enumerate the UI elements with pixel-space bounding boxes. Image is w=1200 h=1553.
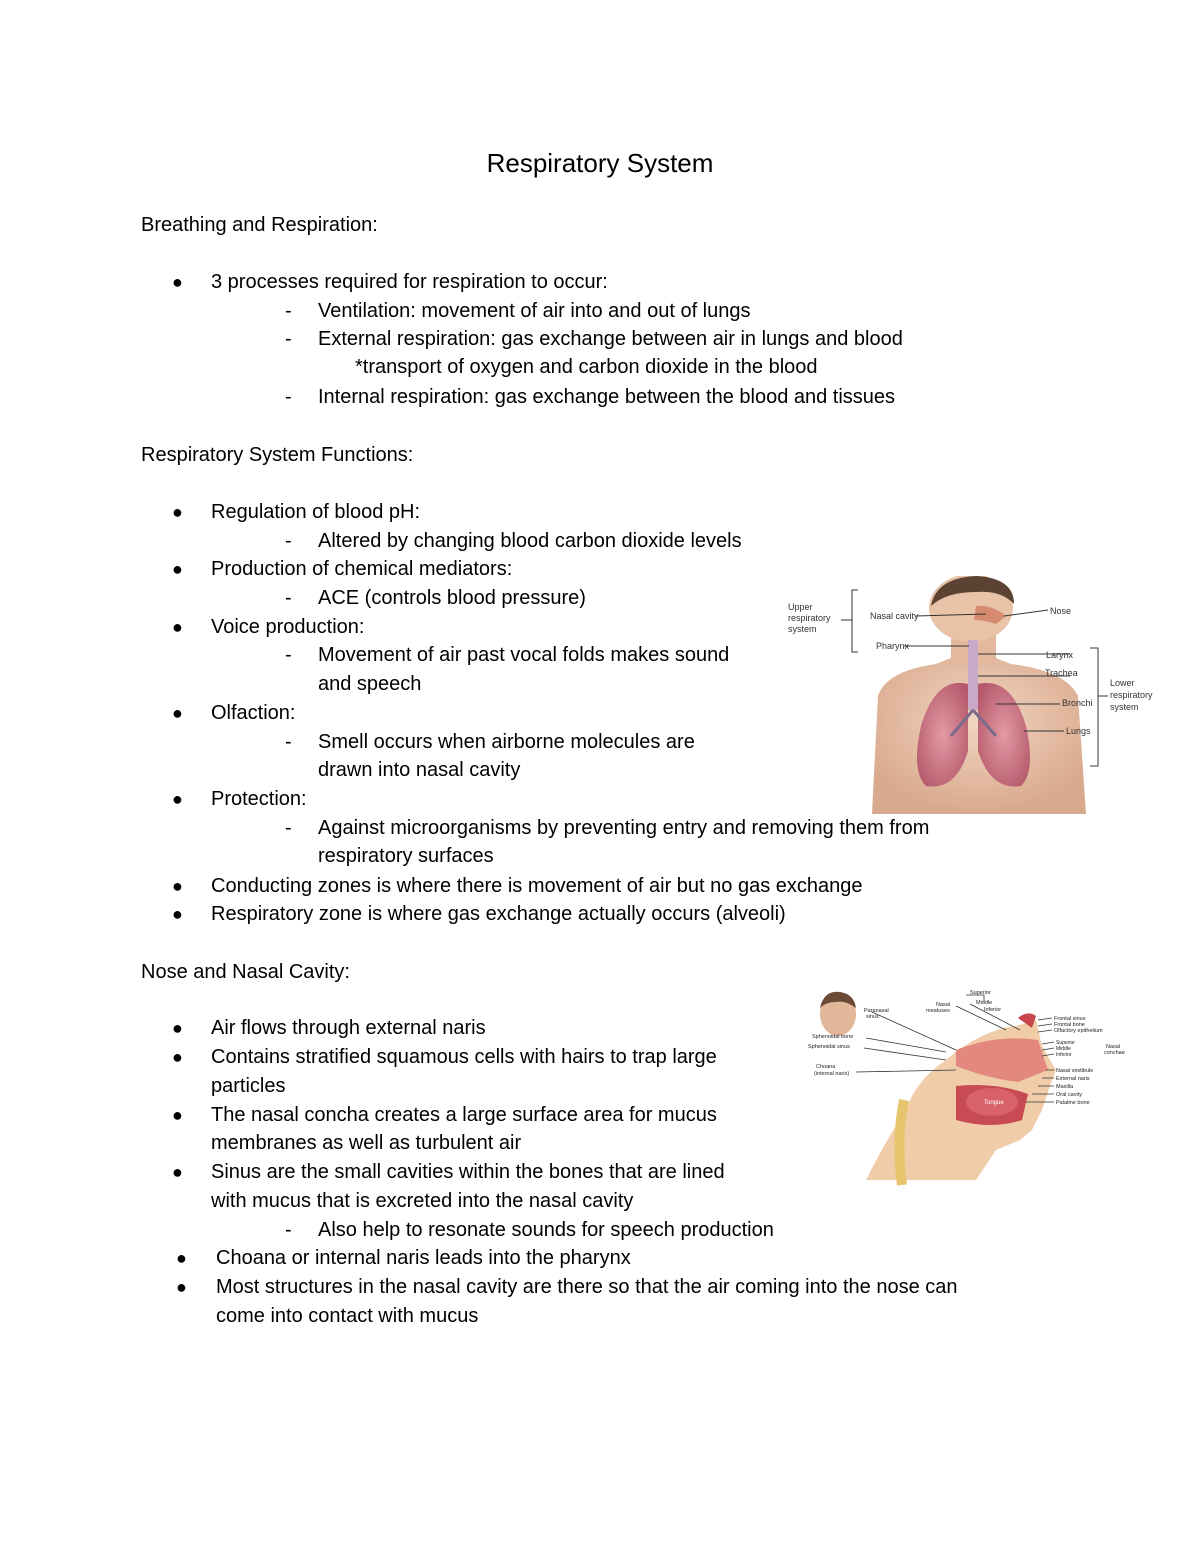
label-oral-cavity: Oral cavity [1056, 1092, 1082, 1098]
label-lower: Lower [1110, 678, 1135, 688]
label-paranasal: sinus [866, 1014, 879, 1020]
list-item: Olfaction: [211, 702, 296, 724]
label-nasal-conchae: Nasal [1106, 1044, 1121, 1050]
label-larynx: Larynx [1046, 650, 1074, 660]
label-nasal-cavity: Nasal cavity [870, 611, 919, 621]
label-nasal-meatuses: Nasal [936, 1002, 951, 1008]
dash-marker: - [285, 817, 292, 839]
label-choana: Choana [816, 1064, 836, 1070]
bullet-dot: ● [172, 703, 183, 723]
bullet-dot: ● [176, 1248, 187, 1268]
label-concha-superior: Superior [1056, 1040, 1075, 1046]
sub-list-item: Ventilation: movement of air into and out of lungs [318, 300, 751, 322]
list-item: Most structures in the nasal cavity are there so that the air coming into the nose can [216, 1276, 958, 1298]
bullet-dot: ● [172, 272, 183, 292]
list-item: Contains stratified squamous cells with hairs to trap large [211, 1046, 717, 1068]
bullet-dot: ● [176, 1277, 187, 1297]
label-sphenoidal-sinus: Sphenoidal sinus [808, 1044, 850, 1050]
label-superior: Superior [970, 990, 991, 996]
label-bronchi: Bronchi [1062, 698, 1093, 708]
label-concha-middle: Middle [1056, 1046, 1071, 1052]
sub-list-item-cont: respiratory surfaces [318, 845, 494, 867]
sub-list-note: *transport of oxygen and carbon dioxide in the blood [355, 356, 818, 378]
list-item-cont: come into contact with mucus [216, 1305, 479, 1327]
list-item: Protection: [211, 788, 307, 810]
list-item: 3 processes required for respiration to occur: [211, 271, 608, 293]
sub-list-item: External respiration: gas exchange between air in lungs and blood [318, 328, 903, 350]
label-choana: (internal naris) [814, 1071, 850, 1077]
label-frontal-sinus: Frontal sinus [1054, 1016, 1086, 1022]
dash-marker: - [285, 328, 292, 350]
section-heading-breathing: Breathing and Respiration: [141, 214, 378, 236]
label-nasal-meatuses: meatuses [926, 1008, 950, 1014]
label-inferior: Inferior [984, 1007, 1002, 1013]
sub-list-item: Also help to resonate sounds for speech production [318, 1219, 774, 1241]
sub-list-item: ACE (controls blood pressure) [318, 587, 586, 609]
label-paranasal: Paranasal [864, 1008, 889, 1014]
label-sphenoidal-bone: Sphenoidal bone [812, 1034, 854, 1040]
bullet-dot: ● [172, 1047, 183, 1067]
list-item: Regulation of blood pH: [211, 501, 421, 523]
list-item-cont: particles [211, 1075, 286, 1097]
list-item-cont: with mucus that is excreted into the nasal cavity [211, 1190, 634, 1212]
upper-bracket [852, 590, 858, 652]
bullet-dot: ● [172, 1018, 183, 1038]
label-concha-inferior: Inferior [1056, 1052, 1072, 1058]
sub-list-item: Smell occurs when airborne molecules are [318, 731, 695, 753]
bullet-dot: ● [172, 876, 183, 896]
label-trachea: Trachea [1045, 668, 1078, 678]
respiratory-system-figure [786, 576, 1166, 816]
label-nasal-conchae: conchae [1104, 1050, 1125, 1056]
sub-list-item: Internal respiration: gas exchange between the blood and tissues [318, 386, 896, 408]
bullet-dot: ● [172, 1105, 183, 1125]
bullet-dot: ● [172, 1162, 183, 1182]
dash-marker: - [285, 530, 292, 552]
label-lungs: Lungs [1066, 726, 1091, 736]
list-item: Conducting zones is where there is movement of air but no gas exchange [211, 875, 863, 897]
list-item: Sinus are the small cavities within the bones that are lined [211, 1161, 725, 1183]
nasal-cavity-figure [806, 990, 1136, 1190]
label-maxilla: Maxilla [1056, 1084, 1074, 1090]
list-item: The nasal concha creates a large surface area for mucus [211, 1104, 717, 1126]
label-lower: respiratory [1110, 690, 1153, 700]
label-olfactory: Olfactory epithelium [1054, 1028, 1103, 1034]
label-external-naris: External naris [1056, 1076, 1090, 1082]
list-item-cont: membranes as well as turbulent air [211, 1132, 522, 1154]
page-title: Respiratory System [486, 148, 714, 178]
dash-marker: - [285, 644, 292, 666]
sub-list-item: Movement of air past vocal folds makes sound [318, 644, 730, 666]
sub-list-item-cont: drawn into nasal cavity [318, 759, 521, 781]
list-item: Choana or internal naris leads into the pharynx [216, 1247, 631, 1269]
label-lower: system [1110, 702, 1139, 712]
label-nose: Nose [1050, 606, 1072, 616]
dash-marker: - [285, 587, 292, 609]
section-heading-nose: Nose and Nasal Cavity: [141, 961, 350, 983]
label-palatine-bone: Palatine bone [1056, 1100, 1090, 1106]
bullet-dot: ● [172, 559, 183, 579]
bullet-dot: ● [172, 904, 183, 924]
list-item: Production of chemical mediators: [211, 558, 513, 580]
bullet-dot: ● [172, 502, 183, 522]
sub-list-item: Altered by changing blood carbon dioxide levels [318, 530, 742, 552]
list-item: Voice production: [211, 616, 365, 638]
label-frontal-bone: Frontal bone [1054, 1022, 1085, 1028]
dash-marker: - [285, 300, 292, 322]
list-item: Air flows through external naris [211, 1017, 486, 1039]
sub-list-item: Against microorganisms by preventing entry and removing them from [318, 817, 930, 839]
dash-marker: - [285, 731, 292, 753]
section-heading-functions: Respiratory System Functions: [141, 444, 414, 466]
bullet-dot: ● [172, 617, 183, 637]
trachea-shape [968, 640, 978, 710]
label-upper: system [788, 624, 817, 634]
dash-marker: - [285, 1219, 292, 1241]
dash-marker: - [285, 386, 292, 408]
label-nasal-vestibule: Nasal vestibule [1056, 1068, 1094, 1074]
label-upper: Upper [788, 602, 813, 612]
label-upper: respiratory [788, 613, 831, 623]
label-middle: Middle [976, 1000, 993, 1006]
sub-list-item-cont: and speech [318, 673, 422, 695]
spine-shape [899, 1100, 904, 1185]
list-item: Respiratory zone is where gas exchange actually occurs (alveoli) [211, 903, 786, 925]
label-tongue: Tongue [984, 1100, 1004, 1106]
bullet-dot: ● [172, 789, 183, 809]
label-pharynx: Pharynx [876, 641, 910, 651]
